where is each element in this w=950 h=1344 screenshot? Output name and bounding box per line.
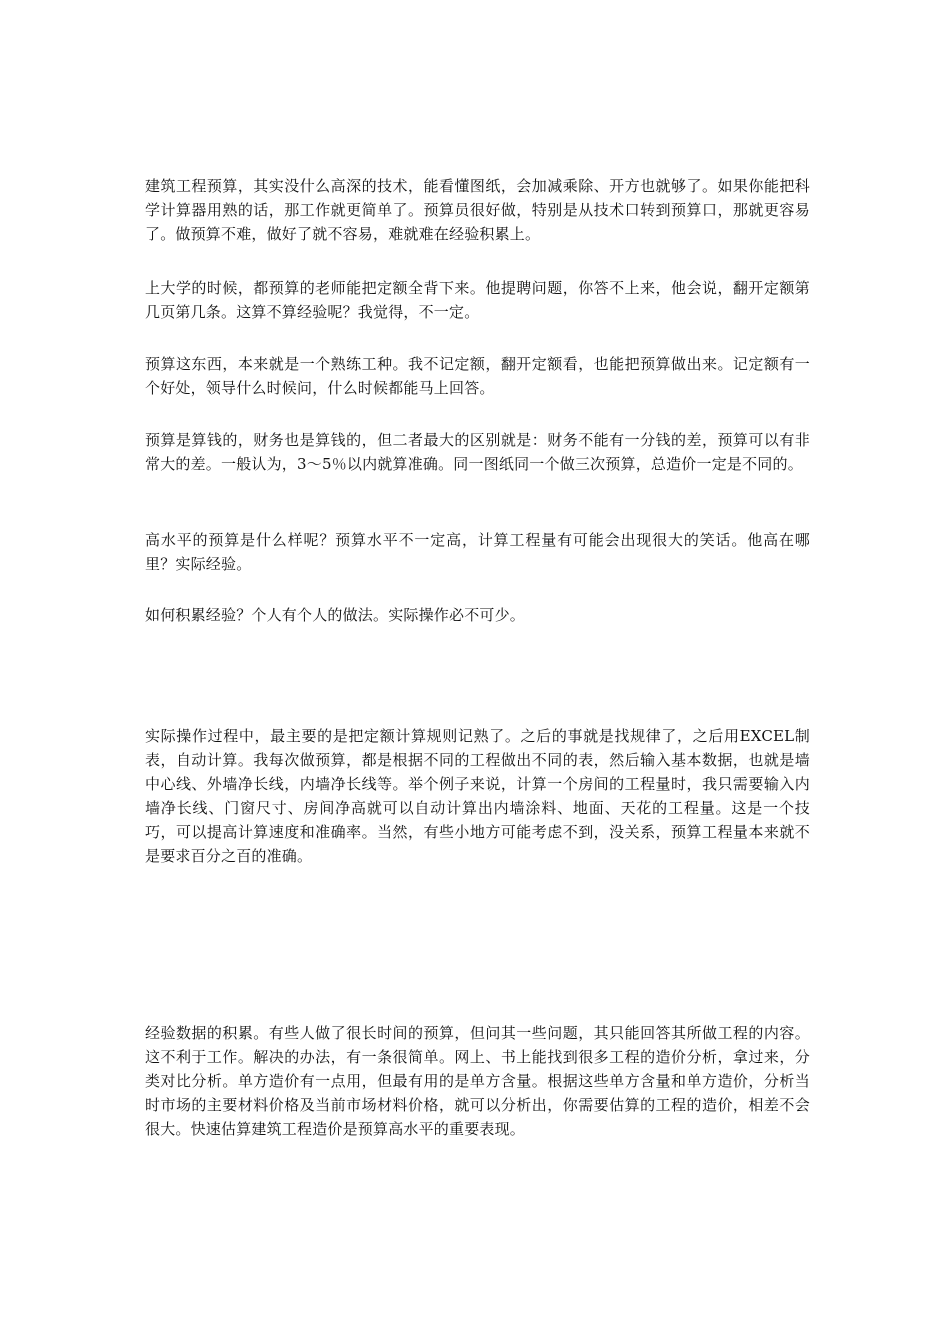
paragraph-practice: 实际操作过程中，最主要的是把定额计算规则记熟了。之后的事就是找规律了，之后用EXCEL制表，自动计算。我每次做预算，都是根据不同的工程做出不同的表，然后输入基本数据，也就是墙中心线、外墙净长线，内墙净长线等。举个例子来说，计算一个房间的工程量时，我只需要输入内墙净长线、门窗尺寸、房间净高就可以自动计算出内墙涂料、地面、天花的工程量。这是一个技巧，可以提高计算速度和准确率。当然，有些小地方可能考虑不到，没关系，预算工程量本来就不是要求百分之百的准确。 (145, 727, 810, 865)
paragraph-experience: 如何积累经验？个人有个人的做法。实际操作必不可少。 (145, 606, 526, 624)
paragraph-skilled-work: 预算这东西，本来就是一个熟练工种。我不记定额，翻开定额看，也能把预算做出来。记定额有一个好处，领导什么时候问，什么时候都能马上回答。 (145, 355, 810, 397)
paragraph-intro: 建筑工程预算，其实没什么高深的技术，能看懂图纸，会加减乘除、开方也就够了。如果你能把科学计算器用熟的话，那工作就更简单了。预算员很好做，特别是从技术口转到预算口，那就更容易了。做预算不难，做好了就不容易，难就难在经验积累上。 (145, 177, 810, 243)
paragraph-university: 上大学的时候，都预算的老师能把定额全背下来。他提聘问题，你答不上来，他会说，翻开定额第几页第几条。这算不算经验呢？我觉得，不一定。 (145, 279, 810, 321)
paragraph-data-accumulation: 经验数据的积累。有些人做了很长时间的预算，但问其一些问题，其只能回答其所做工程的内容。这不利于工作。解决的办法，有一条很简单。网上、书上能找到很多工程的造价分析，拿过来，分类对比分析。单方造价有一点用，但最有用的是单方含量。根据这些单方含量和单方造价，分析当时市场的主要材料价格及当前市场材料价格，就可以分析出，你需要估算的工程的造价，相差不会很大。快速估算建筑工程造价是预算高水平的重要表现。 (145, 1024, 810, 1138)
paragraph-high-level: 高水平的预算是什么样呢？预算水平不一定高，计算工程量有可能会出现很大的笑话。他高在哪里？实际经验。 (145, 531, 810, 573)
paragraph-accuracy: 预算是算钱的，财务也是算钱的，但二者最大的区别就是：财务不能有一分钱的差，预算可以有非常大的差。一般认为，3～5％以内就算准确。同一图纸同一个做三次预算，总造价一定是不同的。 (145, 431, 810, 473)
